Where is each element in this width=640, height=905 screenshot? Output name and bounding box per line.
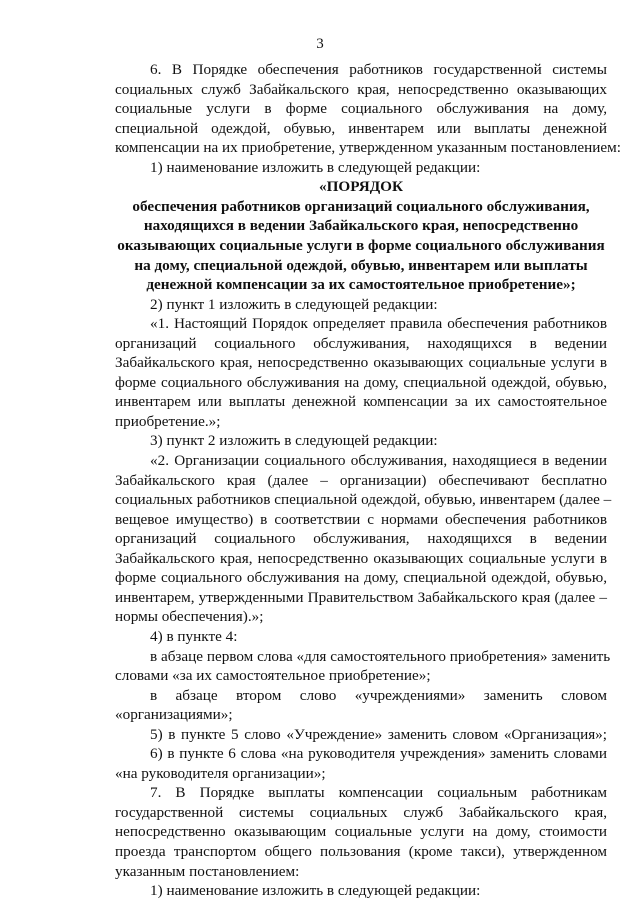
text-line: организаций социального обслуживания, находящихся в ведении <box>115 334 607 352</box>
text-line: «ПОРЯДОК <box>319 178 403 196</box>
text-line: указанным постановлением: <box>115 862 300 880</box>
text-line: 3) пункт 2 изложить в следующей редакции: <box>150 432 438 450</box>
text-line: форме социального обслуживания на дому, специальной одеждой, обувью, <box>115 569 607 587</box>
text-line: 4) в пункте 4: <box>150 627 238 645</box>
text-line: форме социального обслуживания на дому, специальной одеждой, обувью, <box>115 373 607 391</box>
text-line: специальной одеждой, обувью, инвентарем или выплаты денежной <box>115 119 607 137</box>
text-line: инвентарем или выплаты денежной компенсации за их самостоятельное <box>115 393 607 411</box>
text-line: обеспечения работников организаций социального обслуживания, <box>132 197 590 215</box>
text-line: 6. В Порядке обеспечения работников государственной системы <box>150 61 607 78</box>
text-line: Забайкальского края (далее – организации) обеспечивают бесплатно <box>115 471 607 489</box>
text-line: социальных служб Забайкальского края, непосредственно оказывающих <box>115 80 607 98</box>
text-line: инвентарем, утвержденными Правительством Забайкальского края (далее – <box>115 588 607 606</box>
page-number: 3 <box>316 36 324 52</box>
text-line: Забайкальского края, непосредственно оказывающих социальные услуги в <box>115 549 607 567</box>
text-line: Забайкальского края, непосредственно оказывающих социальные услуги в <box>115 354 607 372</box>
text-line: организаций социального обслуживания, находящихся в ведении <box>115 530 607 548</box>
text-line: словами «за их самостоятельное приобретение»; <box>115 667 431 685</box>
text-line: в абзаце первом слова «для самостоятельного приобретения» заменить <box>150 647 611 665</box>
text-line: «1. Настоящий Порядок определяет правила обеспечения работников <box>150 315 607 333</box>
text-line: «на руководителя организации»; <box>115 764 326 782</box>
text-line: 6) в пункте 6 слова «на руководителя учреждения» заменить словами <box>150 745 607 763</box>
text-line: вещевое имущество) в соответствии с нормами обеспечения работников <box>115 510 607 528</box>
text-line: в абзаце втором слово «учреждениями» заменить словом <box>150 686 607 704</box>
text-line: социальные услуги в форме социального обслуживания на дому, <box>115 100 607 118</box>
text-line: приобретение.»; <box>115 412 221 430</box>
text-line: 7. В Порядке выплаты компенсации социальным работникам <box>150 784 607 802</box>
text-line: оказывающих социальные услуги в форме социального обслуживания <box>117 236 605 254</box>
text-line: на дому, специальной одеждой, обувью, инвентарем или выплаты <box>134 256 588 274</box>
text-line: проезда транспортом общего пользования (кроме такси), утвержденном <box>115 843 607 860</box>
text-line: непосредственно оказывающим социальные услуги на дому, стоимости <box>115 823 607 841</box>
text-line: государственной системы социальных служб Забайкальского края, <box>115 803 607 821</box>
text-line: 2) пункт 1 изложить в следующей редакции: <box>150 295 438 313</box>
text-line: находящихся в ведении Забайкальского края, непосредственно <box>143 217 579 235</box>
text-line: 5) в пункте 5 слово «Учреждение» заменить словом «Организация»; <box>150 725 607 743</box>
text-line: «2. Организации социального обслуживания, находящиеся в ведении <box>150 452 607 469</box>
text-line: нормы обеспечения).»; <box>115 608 264 626</box>
text-line: компенсации на их приобретение, утвержденном указанным постановлением: <box>115 139 621 157</box>
text-line: 1) наименование изложить в следующей редакции: <box>150 158 481 176</box>
text-line: денежной компенсации за их самостоятельное приобретение»; <box>146 276 576 294</box>
text-line: социальных работников специальной одеждой, обувью, инвентарем (далее – <box>115 491 612 509</box>
text-line: «организациями»; <box>115 706 233 724</box>
text-line: 1) наименование изложить в следующей редакции: <box>150 882 481 900</box>
